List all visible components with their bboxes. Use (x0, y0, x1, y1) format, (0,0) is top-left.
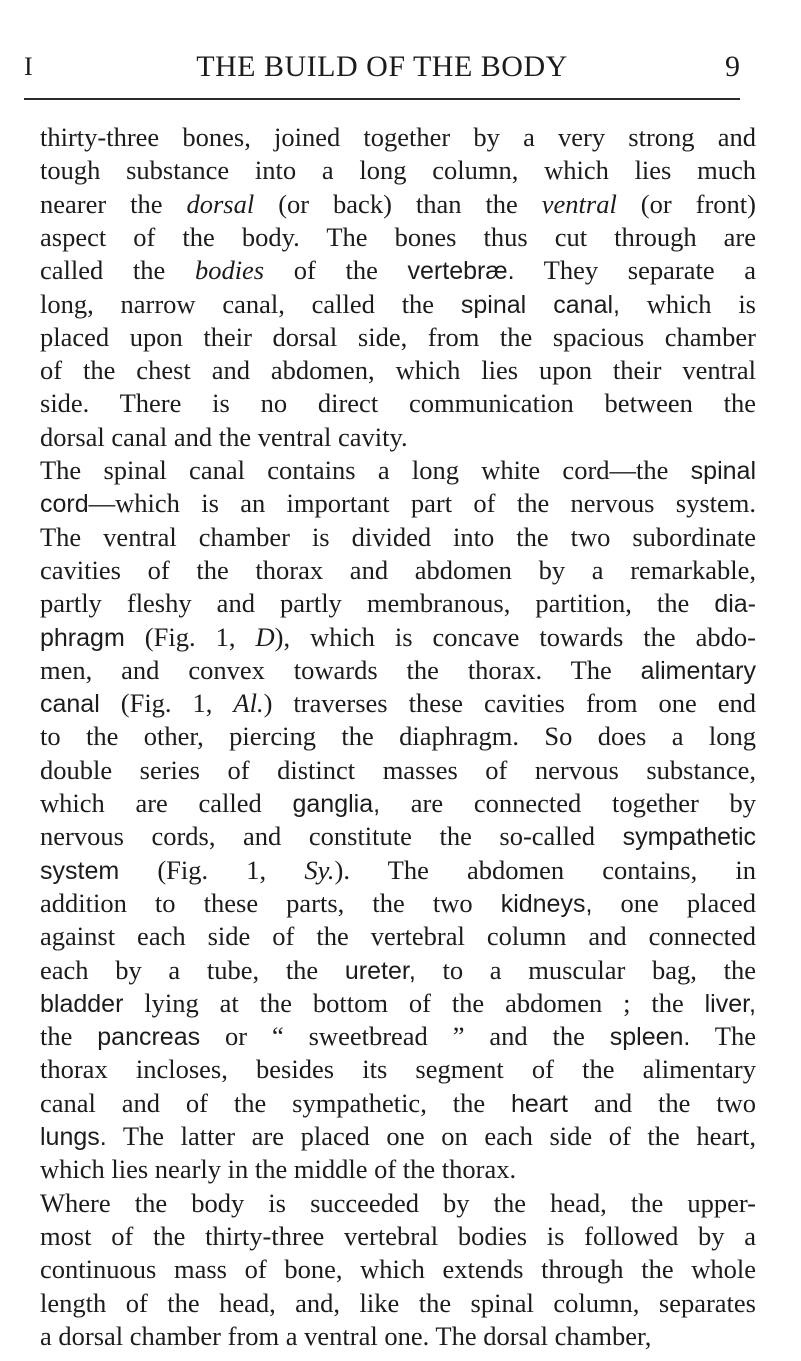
text-run: of the chest and abdomen, which lies upon their ventral (40, 355, 756, 386)
text-run: each by a tube, the (40, 954, 345, 985)
text-line (40, 986, 756, 1020)
text-run: tough substance into a long column, which lies much (40, 155, 756, 186)
key-term: lungs. (40, 1123, 107, 1151)
text-run: aspect of the body. The bones thus cut through are (40, 221, 756, 252)
text-run: thorax incloses, besides its segment of the alimentary (40, 1054, 756, 1085)
text-line (40, 220, 756, 254)
text-line (40, 153, 756, 187)
text-line (40, 187, 756, 221)
text-run: which are called (40, 788, 293, 818)
key-term: kidneys, (500, 889, 593, 918)
text-run: cavities of the thorax and abdomen by a remarkable, (40, 554, 756, 585)
text-line (40, 320, 756, 354)
text-run: They separate a (514, 255, 756, 286)
key-term: ganglia, (292, 790, 381, 818)
key-term: liver, (704, 989, 756, 1018)
key-term: phragm (40, 623, 125, 652)
text-run: a dorsal chamber from a ventral one. The dorsal chamber, (40, 1320, 652, 1351)
text-run: dorsal canal and the ventral cavity. (40, 421, 408, 452)
text-line (40, 1286, 756, 1320)
text-line (40, 1252, 756, 1286)
key-term: bladder (40, 989, 124, 1018)
text-line (40, 586, 756, 620)
text-run: to a muscular bag, the (415, 954, 756, 985)
italic-term: Al. (233, 688, 264, 719)
key-term: ureter, (344, 956, 416, 985)
text-line (40, 553, 756, 587)
italic-term: Sy. (304, 854, 335, 885)
text-run: —which is an important part of the nervous system. (88, 488, 756, 519)
text-run: nearer the (40, 188, 187, 219)
text-run: length of the head, and, like the spinal column, separates (40, 1287, 756, 1318)
text-run: (or back) than the (254, 188, 542, 219)
text-run: which is (620, 288, 756, 319)
key-term: alimentary (640, 656, 756, 685)
text-run: (or front) (616, 188, 756, 219)
text-line (40, 120, 756, 154)
text-run: most of the thirty-three vertebral bodies is followed by a (40, 1220, 756, 1251)
text-run: are connected together by (380, 788, 756, 818)
text-run: addition to these parts, the two (40, 887, 501, 918)
text-line (40, 1186, 756, 1220)
key-term: spinal canal, (460, 290, 620, 319)
text-line (40, 287, 756, 321)
text-run: the (40, 1021, 98, 1052)
text-run: against each side of the vertebral column and connected (40, 921, 756, 952)
key-term: heart (510, 1089, 568, 1118)
text-run: or “ sweetbread ” and the (200, 1021, 610, 1052)
italic-term: ventral (541, 188, 617, 219)
key-term: system (40, 856, 120, 885)
text-run: thirty-three bones, joined together by a very strong and (40, 122, 756, 152)
text-line (40, 753, 756, 787)
text-run: side. There is no direct communication between the (40, 388, 756, 419)
text-run: The (690, 1021, 756, 1052)
text-run: (Fig. 1, (124, 621, 256, 652)
text-line (40, 919, 756, 953)
text-run: Where the body is succeeded by the head, the upper- (40, 1187, 756, 1218)
text-run: lying at the bottom of the abdomen ; the (123, 987, 705, 1018)
text-line (40, 253, 756, 287)
text-run: long, narrow canal, called the (40, 288, 461, 319)
text-run: and the two (567, 1087, 756, 1118)
text-run: to the other, piercing the diaphragm. So does a long (40, 721, 756, 752)
text-line (40, 1152, 756, 1186)
text-line (40, 486, 756, 520)
text-run: double series of distinct masses of nervous substance, (40, 754, 756, 785)
text-run: canal and of the sympathetic, the (40, 1087, 511, 1118)
text-line (40, 886, 756, 920)
text-run: partly fleshy and partly membranous, partition, the (40, 588, 715, 619)
running-title: THE BUILD OF THE BODY (196, 50, 568, 83)
text-line (40, 1052, 756, 1086)
text-run: The latter are placed one on each side of the heart, (106, 1121, 756, 1151)
text-line (40, 353, 756, 387)
key-term: vertebræ. (407, 257, 515, 286)
italic-term: D (255, 621, 275, 652)
text-run: ), which is concave towards the abdo- (274, 621, 756, 652)
text-line (40, 520, 756, 554)
text-line (40, 1319, 756, 1353)
text-line (40, 420, 756, 454)
text-run: ). The abdomen contains, in (334, 854, 756, 885)
text-line (40, 1086, 756, 1120)
text-line (40, 953, 756, 987)
text-line (40, 853, 756, 887)
chapter-number: I (24, 52, 33, 81)
text-line (40, 1019, 756, 1053)
text-run: (Fig. 1, (99, 688, 234, 719)
text-line (40, 453, 756, 487)
text-line (40, 386, 756, 420)
key-term: sympathetic (622, 823, 756, 852)
header-rule (24, 98, 740, 100)
text-run: nervous cords, and constitute the so-called (40, 821, 623, 852)
text-run: ) traverses these cavities from one end (263, 688, 756, 719)
text-line (40, 1219, 756, 1253)
key-term: cord (40, 490, 89, 519)
text-run: called the (40, 255, 195, 286)
running-header (24, 50, 740, 90)
text-run: The ventral chamber is divided into the two subordinate (40, 521, 756, 552)
key-term: spleen. (609, 1023, 691, 1052)
text-line (40, 620, 756, 654)
key-term: dia- (714, 590, 756, 619)
page-number: 9 (725, 50, 740, 83)
text-line (40, 819, 756, 853)
text-run: men, and convex towards the thorax. The (40, 654, 641, 685)
text-line (40, 686, 756, 720)
key-term: canal (40, 690, 100, 719)
text-line (40, 1119, 756, 1153)
text-line (40, 719, 756, 753)
key-term: pancreas (97, 1023, 201, 1052)
text-line (40, 653, 756, 687)
text-run: continuous mass of bone, which extends through the whole (40, 1254, 756, 1285)
italic-term: dorsal (186, 188, 255, 219)
text-run: The spinal canal contains a long white cord—the (40, 455, 691, 485)
text-run: one placed (592, 887, 756, 918)
italic-term: bodies (194, 255, 265, 286)
text-run: (Fig. 1, (119, 854, 305, 885)
text-line (40, 786, 756, 820)
text-run: which lies nearly in the middle of the thorax. (40, 1154, 517, 1185)
text-run: of the (264, 255, 408, 286)
key-term: spinal (690, 457, 756, 485)
text-run: placed upon their dorsal side, from the spacious chamber (40, 321, 756, 352)
